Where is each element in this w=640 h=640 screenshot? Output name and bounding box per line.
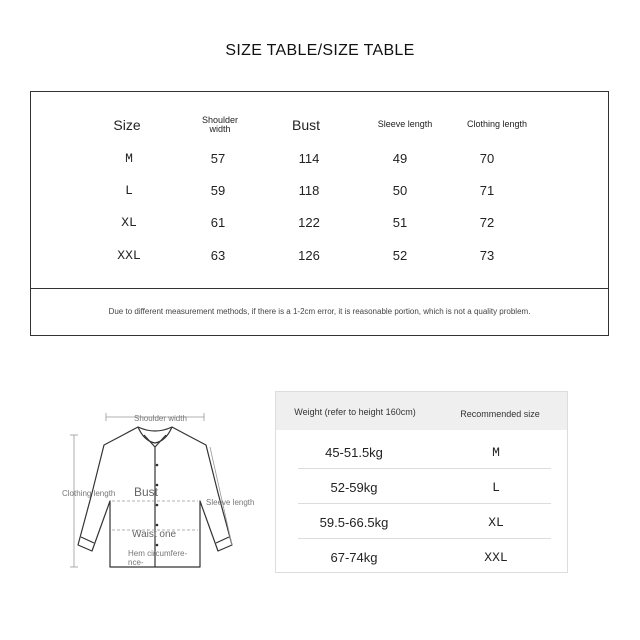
sleeve-cell: 52	[392, 248, 408, 263]
bust-cell: 122	[298, 215, 320, 230]
weight-table	[275, 391, 568, 573]
size-cell: M	[125, 151, 133, 166]
size-table	[30, 91, 609, 336]
clothing-length-label: Clothing length	[62, 489, 116, 498]
sleeve-cell: 50	[392, 183, 408, 198]
weight-value: 45-51.5kg	[325, 445, 383, 460]
sleeve-length-label: Sleeve length	[206, 498, 255, 507]
row-divider	[298, 538, 551, 539]
recommended-size-value: M	[492, 445, 500, 460]
weight-row	[298, 505, 551, 539]
sleeve-cell: 51	[392, 215, 408, 230]
size-cell: XL	[121, 215, 137, 230]
shoulder-width-label: Shoulder width	[134, 414, 187, 423]
shoulder-cell: 61	[210, 215, 226, 230]
row-divider	[298, 468, 551, 469]
sleeve-cell: 49	[392, 151, 408, 166]
length-cell: 72	[479, 215, 495, 230]
header-clothing-length: Clothing length	[466, 119, 528, 129]
length-cell: 70	[479, 151, 495, 166]
shirt-diagram	[60, 405, 270, 580]
recommended-size-value: L	[492, 480, 500, 495]
shoulder-cell: 63	[210, 248, 226, 263]
bust-cell: 114	[298, 151, 320, 166]
header-bust: Bust	[291, 117, 321, 133]
bust-cell: 118	[298, 183, 320, 198]
weight-value: 59.5-66.5kg	[319, 515, 389, 530]
weight-value: 52-59kg	[330, 480, 378, 495]
bust-cell: 126	[298, 248, 320, 263]
weight-table-header	[276, 392, 567, 430]
recommended-size-value: XL	[488, 515, 504, 530]
measurement-note: Due to different measurement methods, if there is a 1-2cm error, it is reasonable portion, which is not a quality problem.	[108, 307, 531, 316]
page-title: SIZE TABLE/SIZE TABLE	[225, 42, 415, 59]
shoulder-cell: 57	[210, 151, 226, 166]
header-size: Size	[113, 117, 141, 133]
weight-value: 67-74kg	[330, 550, 378, 565]
header-sleeve-length: Sleeve length	[377, 119, 433, 129]
size-cell: L	[125, 183, 133, 198]
hem-label: Hem circumfere-nce-	[128, 549, 188, 567]
table-divider	[31, 288, 608, 289]
row-divider	[298, 503, 551, 504]
bust-label: Bust	[134, 485, 159, 499]
size-cell: XXL	[117, 248, 141, 263]
shoulder-cell: 59	[210, 183, 226, 198]
length-cell: 73	[479, 248, 495, 263]
recommended-size-value: XXL	[484, 550, 508, 565]
length-cell: 71	[479, 183, 495, 198]
header-recommended-size: Recommended size	[460, 409, 540, 419]
weight-row	[298, 470, 551, 504]
header-shoulder-width: Shoulder width	[201, 115, 239, 134]
weight-row	[298, 435, 551, 469]
waist-label: Waist one	[132, 529, 177, 540]
header-weight: Weight (refer to height 160cm)	[294, 407, 416, 417]
weight-row	[298, 540, 551, 574]
